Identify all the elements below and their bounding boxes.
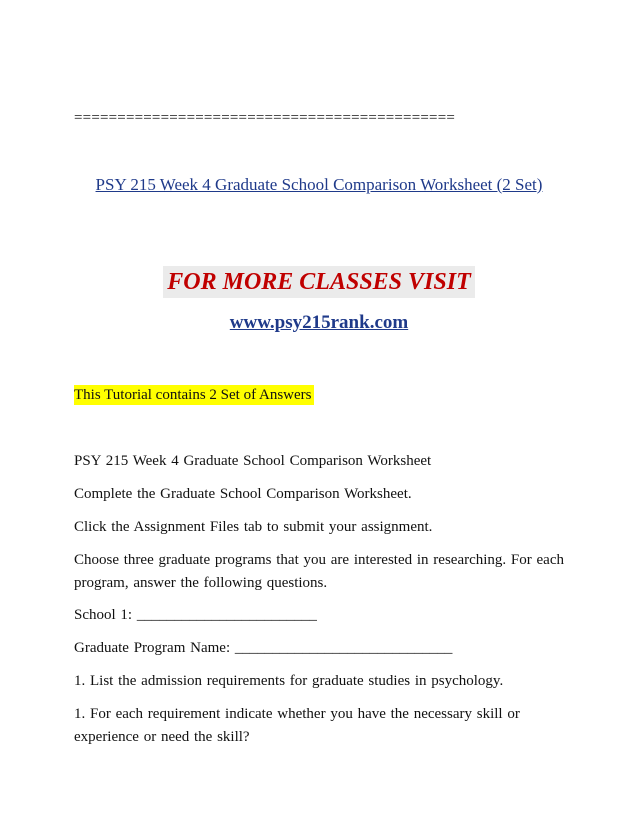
promo-banner bbox=[0, 266, 638, 298]
promo-headline: FOR MORE CLASSES VISIT bbox=[163, 266, 474, 298]
instruction-submit-assignment: Click the Assignment Files tab to submit your assignment. bbox=[74, 519, 433, 535]
question-skill-check: 1. For each requirement indicate whether you have the necessary skill or experience or need the skill? bbox=[74, 706, 520, 745]
school-field-line: School 1: ________________________ bbox=[74, 607, 317, 623]
instruction-choose-programs: Choose three graduate programs that you are interested in researching. For each program, answer the following questions. bbox=[74, 552, 564, 591]
website-link[interactable]: www.psy215rank.com bbox=[229, 312, 409, 333]
question-admission-requirements: 1. List the admission requirements for graduate studies in psychology. bbox=[74, 673, 504, 689]
tutorial-note: This Tutorial contains 2 Set of Answers bbox=[74, 387, 312, 403]
instruction-complete-worksheet: Complete the Graduate School Comparison Worksheet. bbox=[74, 486, 412, 502]
document-title-text[interactable]: PSY 215 Week 4 Graduate School Comparison Worksheet (2 Set) bbox=[95, 175, 543, 194]
section-heading: PSY 215 Week 4 Graduate School Comparison Worksheet bbox=[74, 453, 432, 469]
document-title[interactable] bbox=[74, 170, 564, 200]
program-name-field-line: Graduate Program Name: _____________________________ bbox=[74, 640, 453, 656]
separator-line: ============================================ bbox=[74, 110, 456, 126]
